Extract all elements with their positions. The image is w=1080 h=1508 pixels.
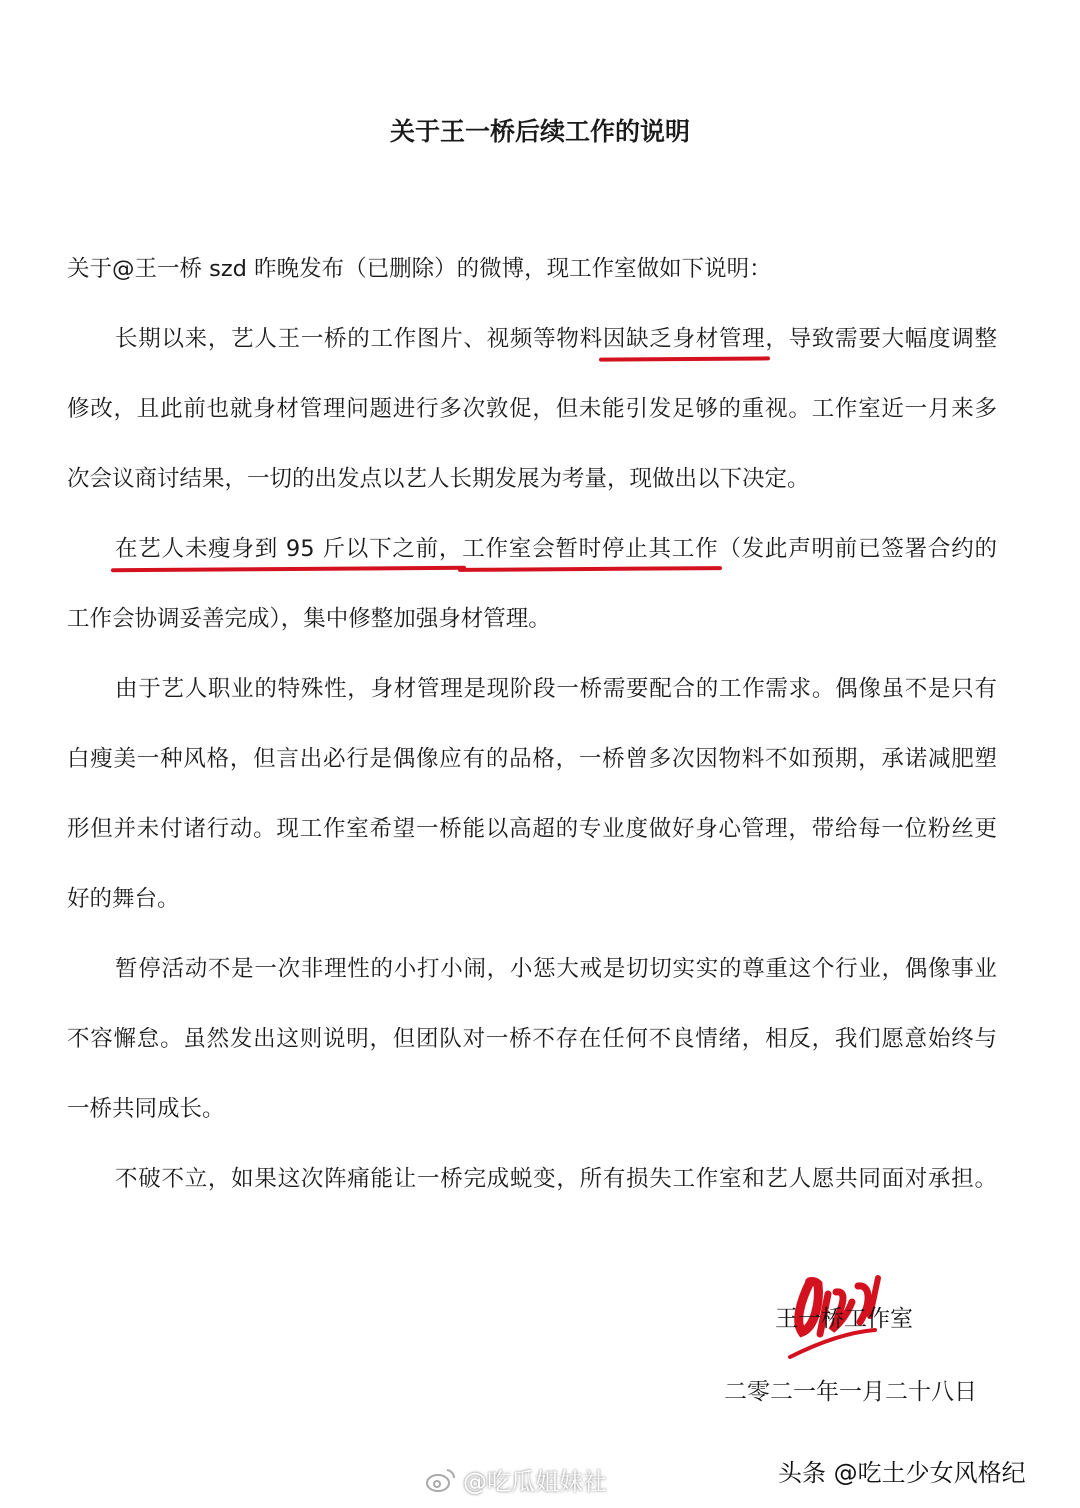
body-line: 工作会协调妥善完成），集中修整加强身材管理。 — [67, 606, 551, 632]
toutiao-watermark: 头条 @吃土少女风格纪 — [778, 1459, 1026, 1487]
body-line: 次会议商讨结果，一切的出发点以艺人长期发展为考量，现做出以下决定。 — [67, 466, 810, 492]
intro-line — [67, 252, 997, 286]
body-line: 修改，且此前也就身材管理问题进行多次敦促，但未能引发足够的重视。工作室近一月来多 — [67, 396, 997, 422]
body-line: 白瘦美一种风格，但言出必行是偶像应有的品格，一桥曾多次因物料不如预期，承诺减肥塑 — [67, 746, 997, 772]
weibo-watermark-text: @吃瓜姐妹社 — [463, 1468, 607, 1496]
body-line: 一桥共同成长。 — [67, 1096, 225, 1122]
signature-block — [770, 1272, 930, 1362]
underlined-text: 工作室会暂时停止其工作 — [462, 536, 719, 562]
underlined-text: 在艺人未瘦身到 95 斤以下之前， — [115, 536, 463, 562]
body-line — [115, 532, 997, 566]
text: 长期以来，艺人王一桥的工作图片、视频等物料 — [115, 326, 603, 352]
document-title: 关于王一桥后续工作的说明 — [389, 117, 690, 146]
body-line: 不破不立，如果这次阵痛能让一桥完成蜕变，所有损失工作室和艺人愿共同面对承担。 — [115, 1166, 997, 1192]
weibo-logo-icon — [425, 1466, 457, 1494]
body-line — [115, 322, 997, 356]
document-date: 二零二一年一月二十八日 — [724, 1379, 977, 1405]
studio-name: 王一桥工作室 — [775, 1306, 913, 1332]
body-line: 暂停活动不是一次非理性的小打小闹，小惩大戒是切切实实的尊重这个行业，偶像事业 — [115, 956, 997, 982]
body-line: 不容懈怠。虽然发出这则说明，但团队对一桥不存在任何不良情绪，相反，我们愿意始终与 — [67, 1026, 997, 1052]
body-line: 形但并未付诸行动。现工作室希望一桥能以高超的专业度做好身心管理，带给每一位粉丝更 — [67, 816, 997, 842]
weibo-watermark — [425, 1462, 607, 1497]
body-line: 由于艺人职业的特殊性，身材管理是现阶段一桥需要配合的工作需求。偶像虽不是只有 — [115, 676, 997, 702]
body-line: 好的舞台。 — [67, 886, 180, 912]
underlined-text: 因缺乏身材管理 — [602, 326, 766, 352]
text: 关于@王一桥 szd 昨晚发布（已删除）的微博，现工作室做如下说明： — [67, 256, 772, 282]
text: （发此声明前已签署合约的 — [718, 536, 997, 562]
text: ，导致需要大幅度调整 — [765, 326, 997, 352]
